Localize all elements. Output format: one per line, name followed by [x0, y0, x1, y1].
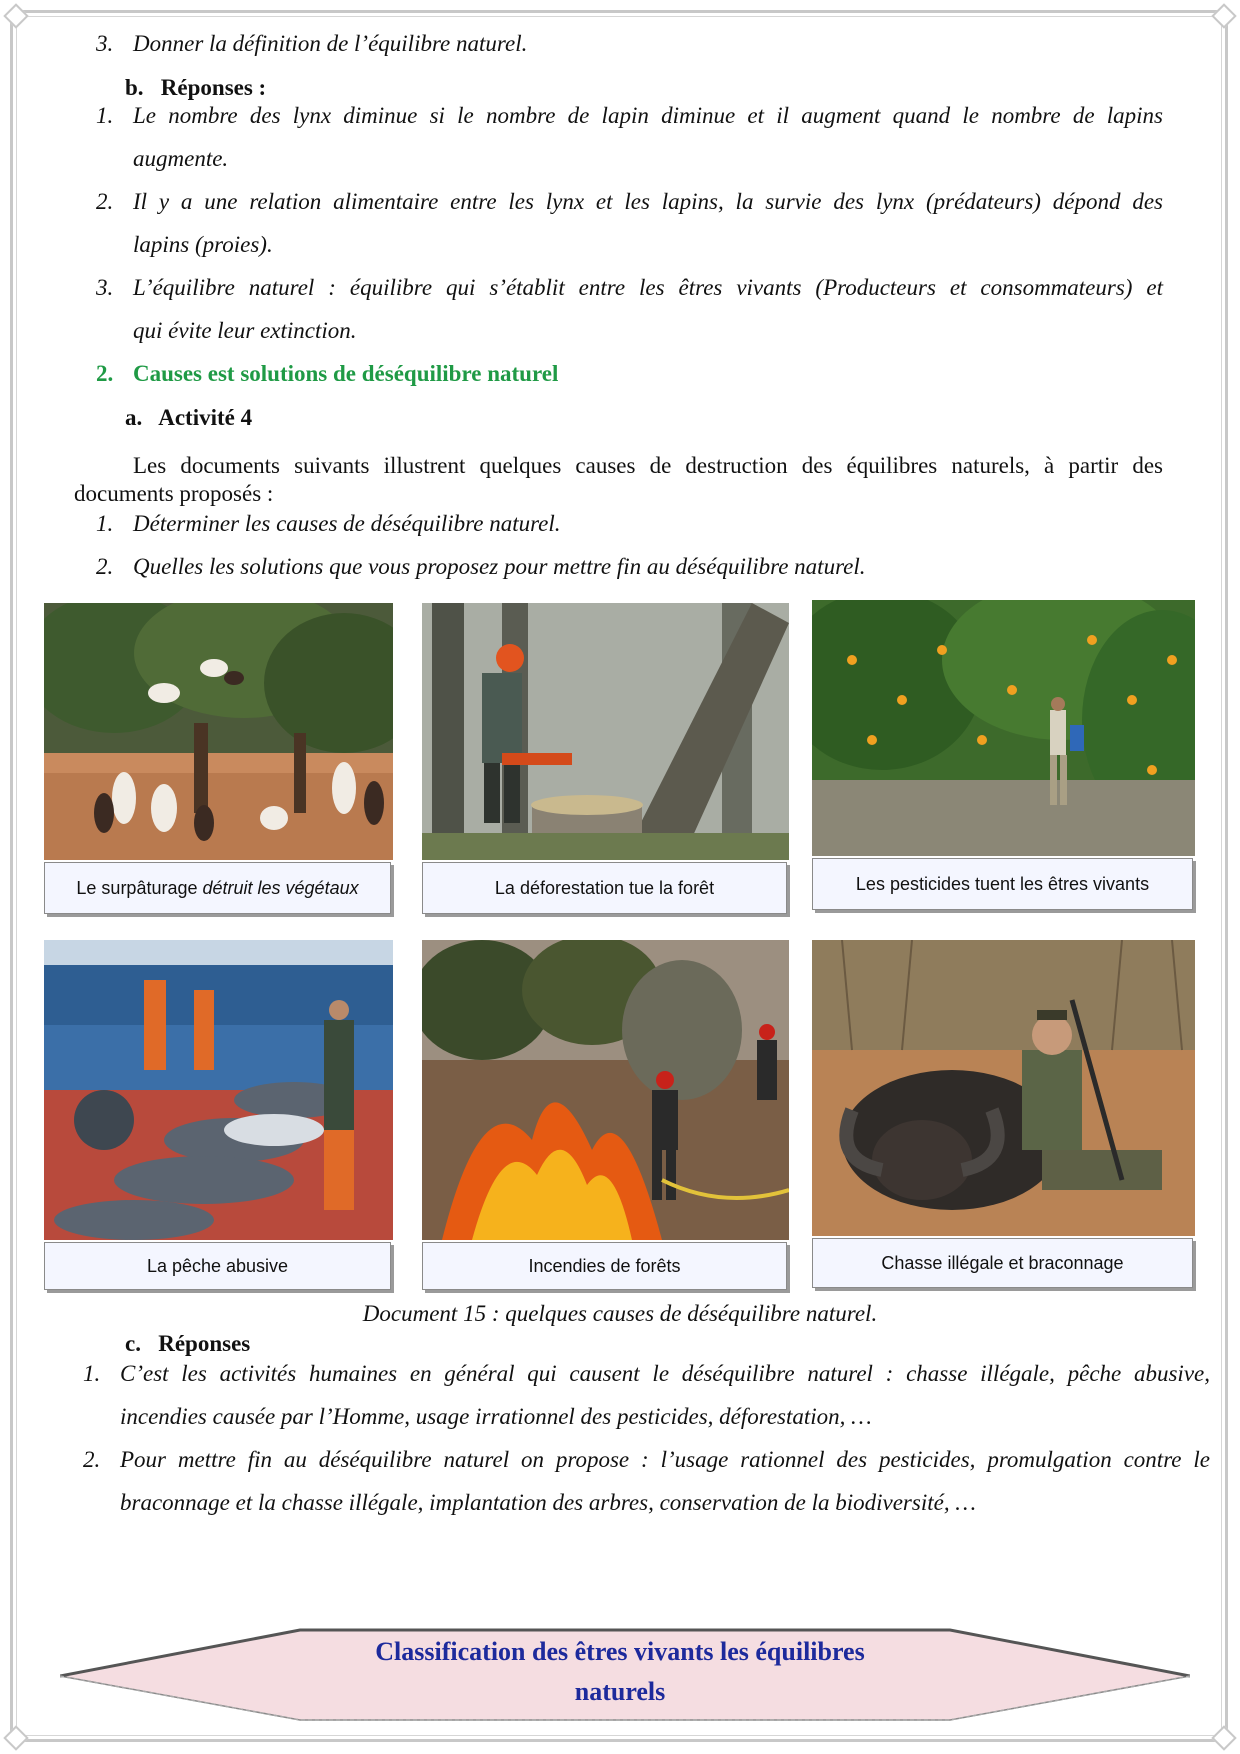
heading-text: Réponses : — [160, 75, 267, 100]
section-heading-activite — [125, 404, 252, 432]
section-title: Causes est solutions de déséquilibre naturel — [133, 361, 559, 386]
question-number: 3. — [96, 31, 114, 56]
caption-text: La pêche abusive — [146, 1255, 289, 1276]
activity-question-text: Quelles les solutions que vous proposez pour mettre fin au déséquilibre naturel. — [133, 554, 866, 579]
footer-title-line: naturels — [574, 1677, 666, 1706]
activity-question-text: Déterminer les causes de déséquilibre naturel. — [133, 511, 561, 536]
caption-text-italic: détruit les végétaux — [202, 877, 359, 898]
caption-text: Le surpâturage — [76, 877, 203, 898]
answer-text-line: Le nombre des lynx diminue si le nombre de lapin diminue et il augment quand le nombre de lapins — [133, 103, 1163, 128]
heading-text: Activité 4 — [158, 405, 253, 430]
section-heading-reponses-c — [125, 1330, 250, 1358]
caption-illegal-hunting — [812, 1238, 1193, 1288]
caption-deforestation — [422, 862, 787, 914]
section-number: 2. — [96, 361, 114, 386]
caption-overgrazing — [44, 862, 391, 914]
document-caption: Document 15 : quelques causes de déséquilibre naturel. — [362, 1301, 878, 1326]
activity-question-number: 1. — [96, 511, 114, 536]
photo-illegal-hunting — [812, 940, 1195, 1236]
photo-overfishing — [44, 940, 393, 1240]
photo-deforestation — [422, 603, 789, 860]
question-text: Donner la définition de l’équilibre naturel. — [133, 31, 528, 56]
photo-forest-fire — [422, 940, 789, 1240]
answer-number: 1. — [83, 1361, 101, 1386]
photo-pesticides — [812, 600, 1195, 856]
answer-text-line: qui évite leur extinction. — [133, 318, 357, 343]
answer-text-line: incendies causée par l’Homme, usage irrationnel des pesticides, déforestation, … — [120, 1404, 872, 1429]
heading-letter: a. — [125, 405, 143, 430]
answer-text-line: Il y a une relation alimentaire entre les lynx et les lapins, la survie des lynx (prédateurs) dépond des — [133, 189, 1163, 214]
caption-text: La déforestation tue la forêt — [494, 877, 715, 898]
activity-intro-line: Les documents suivants illustrent quelques causes de destruction des équilibres naturels, à partir des — [133, 453, 1163, 478]
photo-overgrazing — [44, 603, 393, 860]
answer-number: 3. — [96, 275, 114, 300]
answer-text-line: augmente. — [133, 146, 229, 171]
caption-text: Incendies de forêts — [528, 1255, 681, 1276]
activity-question-number: 2. — [96, 554, 114, 579]
heading-letter: b. — [125, 75, 144, 100]
answer-number: 2. — [96, 189, 114, 214]
footer-title-line: Classification des êtres vivants les équilibres — [375, 1637, 865, 1666]
caption-overfishing — [44, 1242, 391, 1290]
answer-text-line: braconnage et la chasse illégale, implantation des arbres, conservation de la biodiversité, … — [120, 1490, 976, 1515]
caption-text: Chasse illégale et braconnage — [881, 1252, 1124, 1273]
answer-text-line: C’est les activités humaines en général qui causent le déséquilibre naturel : chasse illégale, pêche abusive, — [120, 1361, 1210, 1386]
caption-pesticides — [812, 858, 1193, 910]
answer-text-line: lapins (proies). — [133, 232, 273, 257]
heading-text: Réponses — [158, 1331, 251, 1356]
activity-intro-line: documents proposés : — [74, 481, 274, 506]
answer-number: 1. — [96, 103, 114, 128]
caption-text: Les pesticides tuent les êtres vivants — [855, 873, 1150, 894]
answer-text-line: Pour mettre fin au déséquilibre naturel on propose : l’usage rationnel des pesticides, promulgation contre le — [120, 1447, 1210, 1472]
heading-letter: c. — [125, 1331, 141, 1356]
section-heading-reponses-b — [125, 74, 266, 102]
answer-number: 2. — [83, 1447, 101, 1472]
caption-forest-fire — [422, 1242, 787, 1290]
answer-text-line: L’équilibre naturel : équilibre qui s’établit entre les êtres vivants (Producteurs et consommateurs) et — [133, 275, 1163, 300]
